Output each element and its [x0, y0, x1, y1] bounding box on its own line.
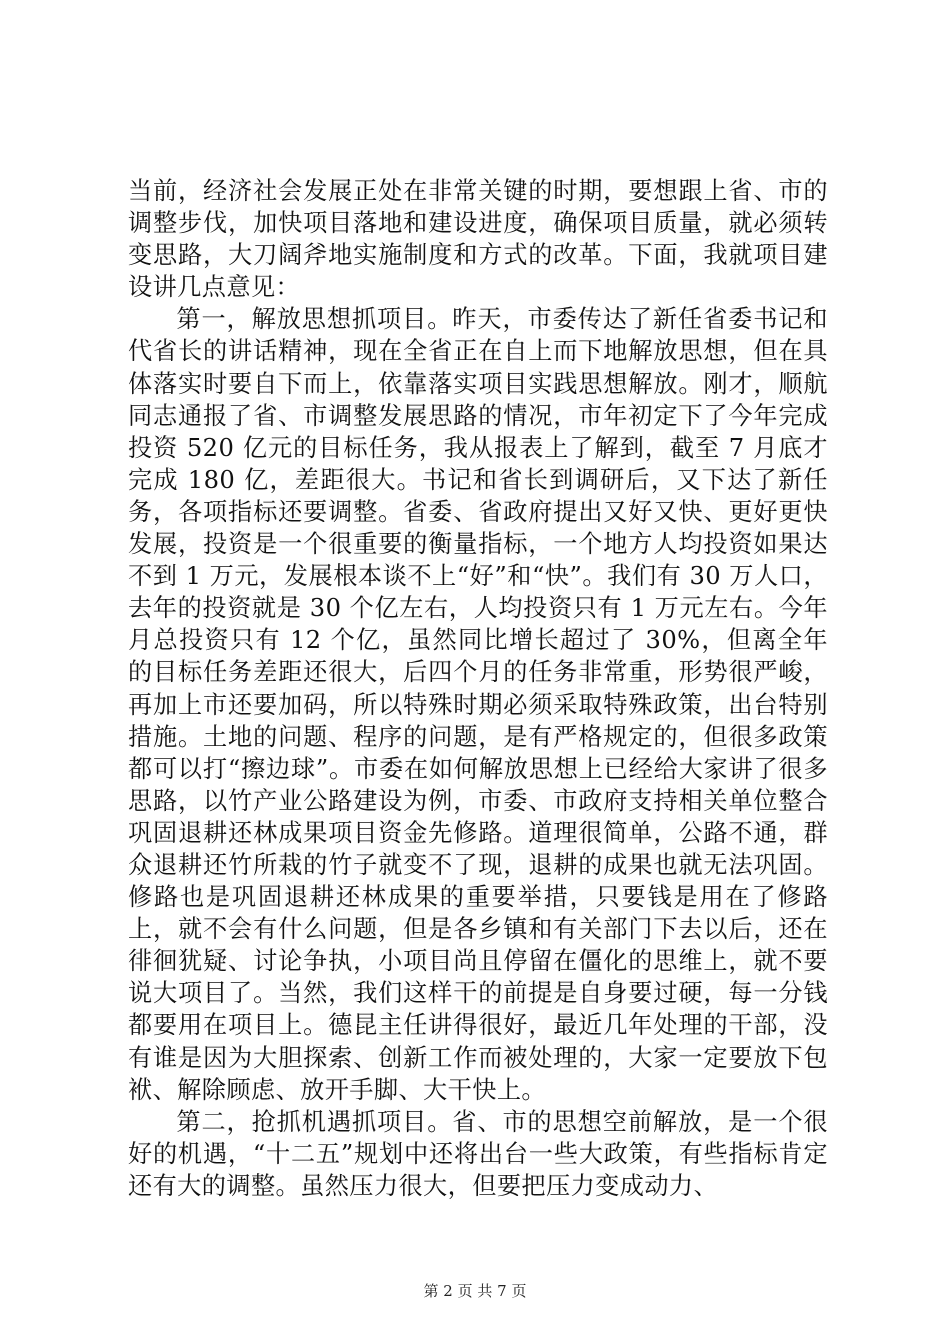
paragraph-intro: 当前，经济社会发展正处在非常关键的时期，要想跟上省、市的调整步伐，加快项目落地和建设进度，确保项目质量，就必须转变思路，大刀阔斧地实施制度和方式的改革。下面，我就项目建设讲几点意见：	[128, 177, 828, 302]
body-text	[128, 175, 828, 1202]
paragraph-first-point: 第一，解放思想抓项目。昨天，市委传达了新任省委书记和代省长的讲话精神，现在全省正在自上而下地解放思想，但在具体落实时要自下而上，依靠落实项目实践思想解放。刚才，顺航同志通报了省、市调整发展思路的情况，市年初定下了今年完成投资 520 亿元的目标任务，我从报表上了解到，截至 7 月底才完成 180 亿，差距很大。书记和省长到调研后，又下达了新任务，各项指标还要调整。省委、省政府提出又好又快、更好更快发展，投资是一个很重要的衡量指标，一个地方人均投资如果达不到 1 万元，发展根本谈不上“好”和“快”。我们有 30 万人口，去年的投资就是 30 个亿左右，人均投资只有 1 万元左右。今年月总投资只有 12 个亿，虽然同比增长超过了 30%，但离全年的目标任务差距还很大，后四个月的任务非常重，形势很严峻，再加上市还要加码，所以特殊时期必须采取特殊政策，出台特别措施。土地的问题、程序的问题，是有严格规定的，但很多政策都可以打“擦边球”。市委在如何解放思想上已经给大家讲了很多思路，以竹产业公路建设为例，市委、市政府支持相关单位整合巩固退耕还林成果项目资金先修路。道理很简单，公路不通，群众退耕还竹所栽的竹子就变不了现，退耕的成果也就无法巩固。修路也是巩固退耕还林成果的重要举措，只要钱是用在了修路上，就不会有什么问题，但是各乡镇和有关部门下去以后，还在徘徊犹疑、讨论争执，小项目尚且停留在僵化的思维上，就不要说大项目了。当然，我们这样干的前提是自身要过硬，每一分钱都要用在项目上。德昆主任讲得很好，最近几年处理的干部，没有谁是因为大胆探索、创新工作而被处理的，大家一定要放下包袱、解除顾虑、放开手脚、大干快上。	[128, 305, 828, 1104]
paragraph-second-point: 第二，抢抓机遇抓项目。省、市的思想空前解放，是一个很好的机遇，“十二五”规划中还将出台一些大政策，有些指标肯定还有大的调整。虽然压力很大，但要把压力变成动力、	[128, 1107, 828, 1200]
page-number-label: 第 2 页 共 7 页	[423, 1282, 527, 1300]
page-footer	[0, 1281, 950, 1301]
